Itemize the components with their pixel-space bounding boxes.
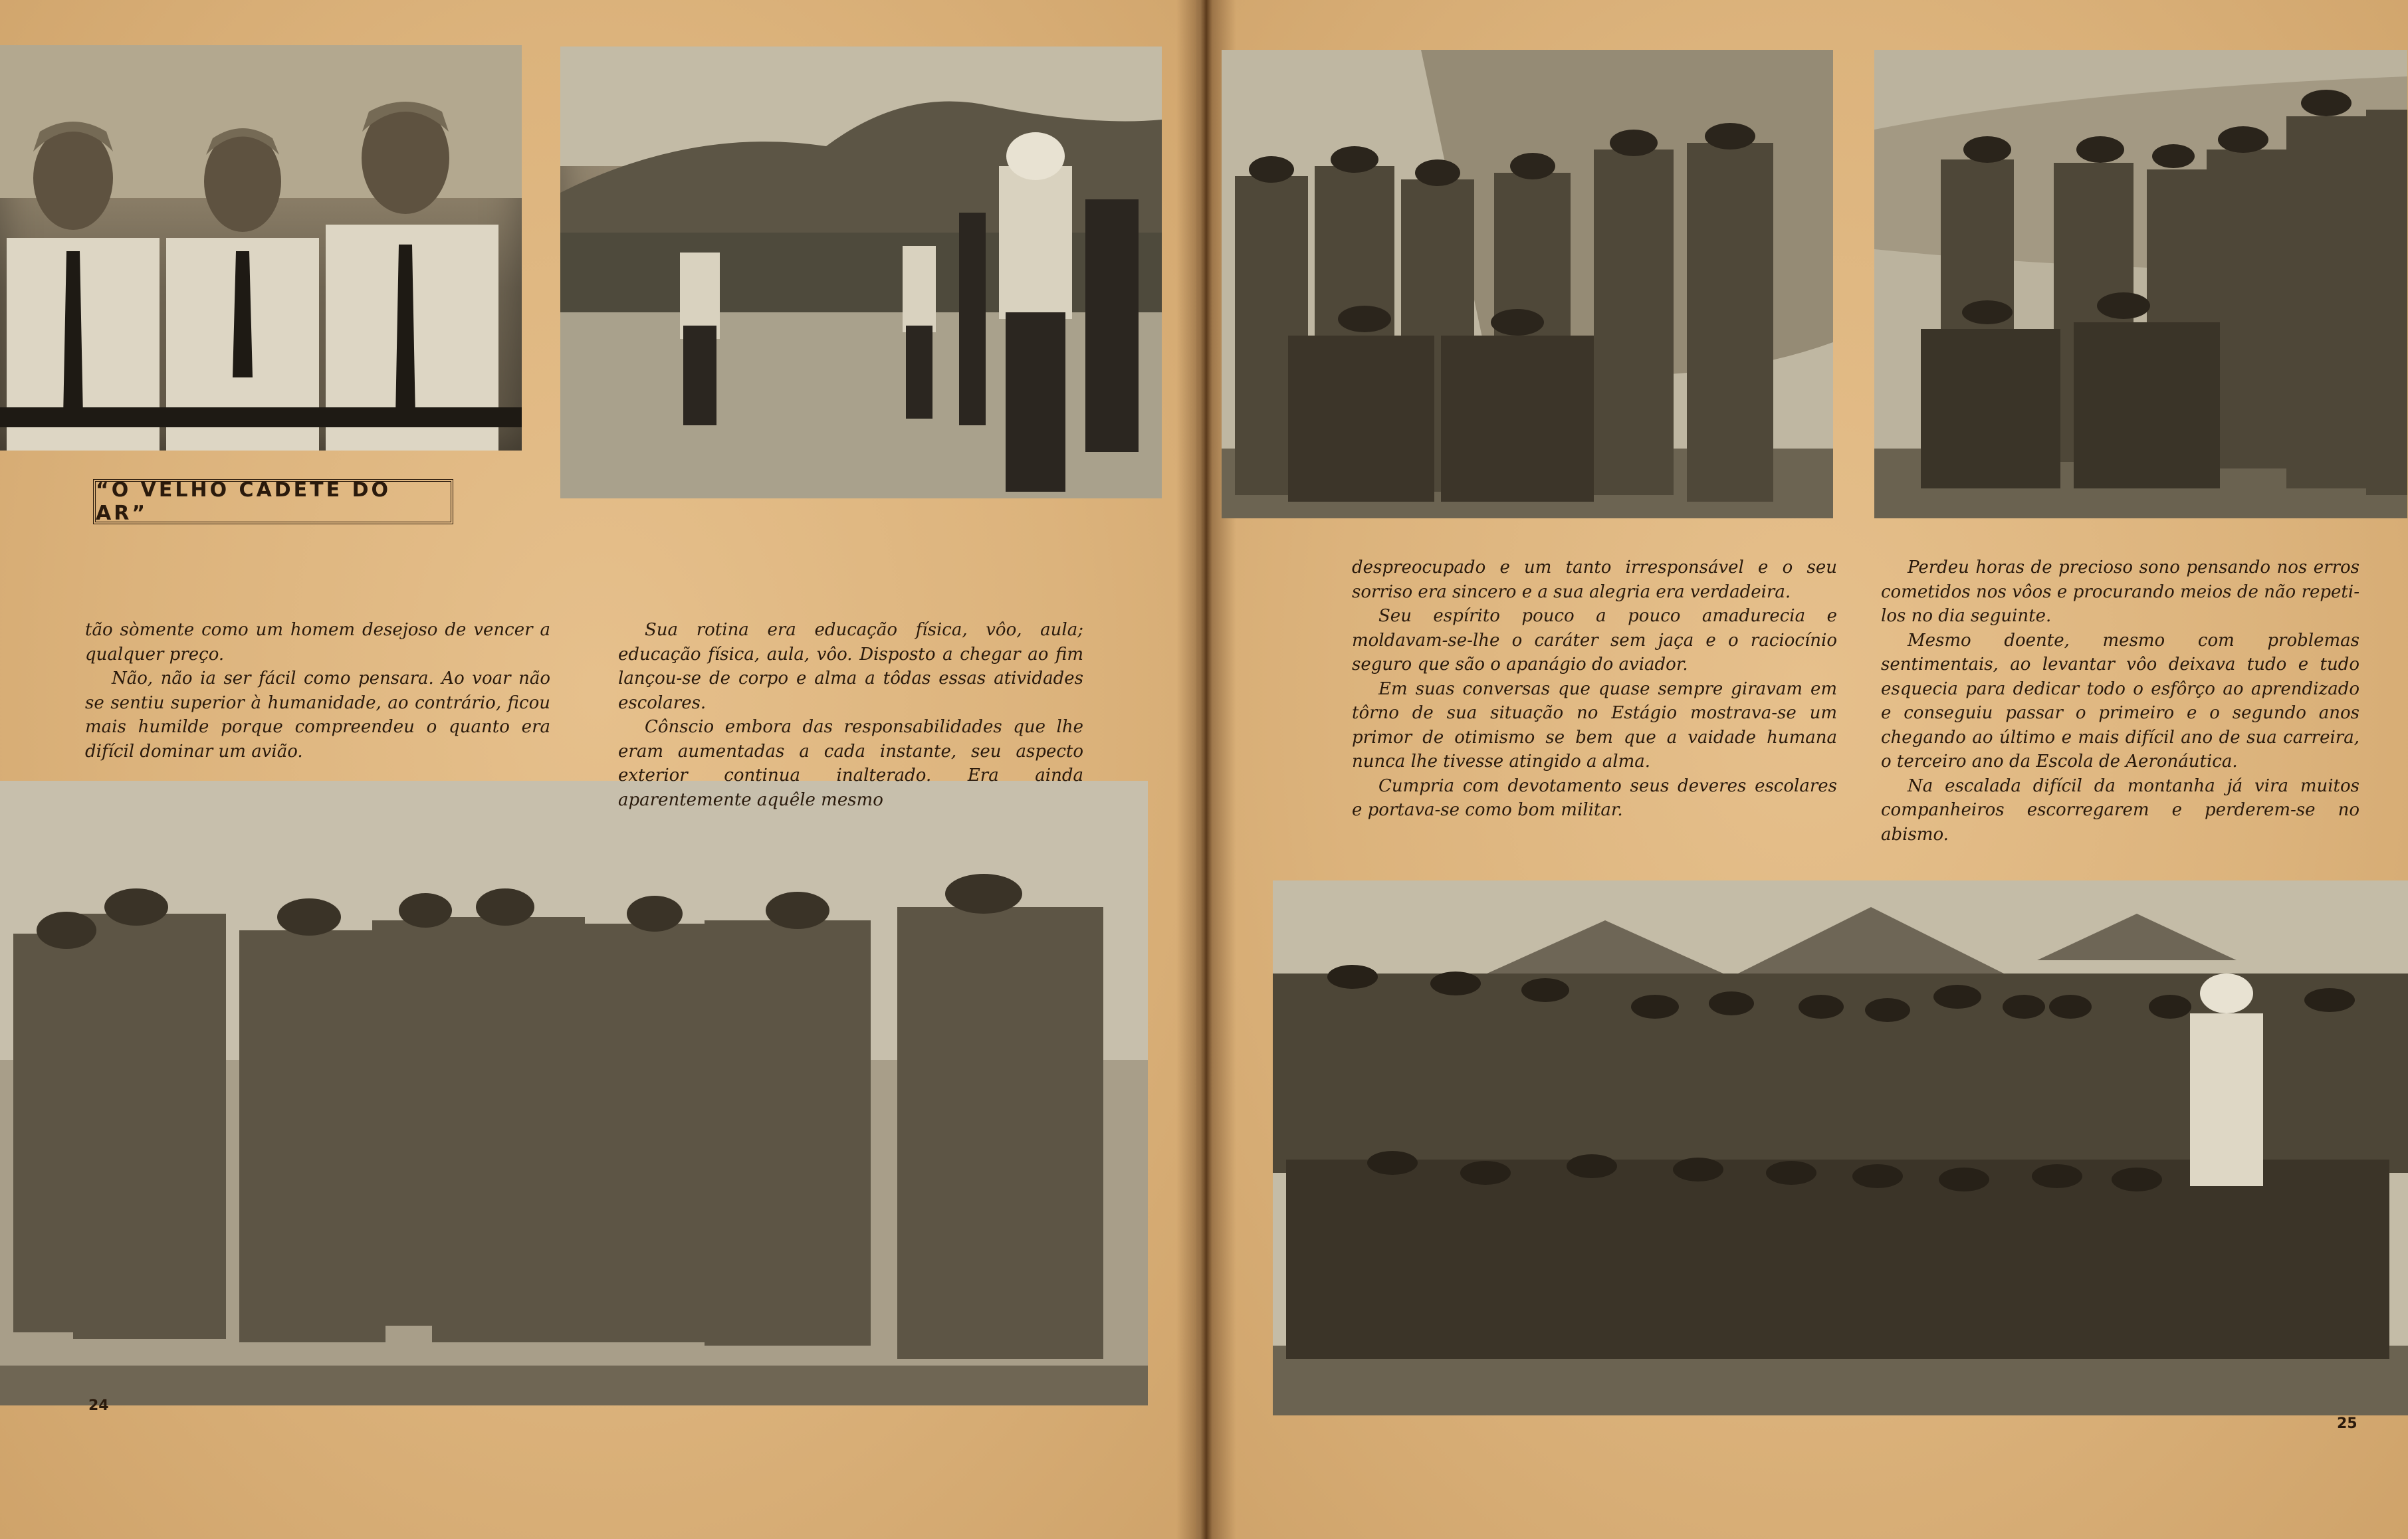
page-number-left: 24: [88, 1397, 109, 1414]
paragraph: Na escalada difícil da montanha já vira muitos companheiros escorregarem e perderem-se no abismo.: [1881, 775, 2359, 845]
paragraph: despreocupado e um tanto irresponsável e o seu sorriso era sincero e a sua alegria era verdadeira.: [1352, 558, 1837, 602]
photo-cadets-saluting-courtyard: [560, 47, 1162, 498]
paragraph: Perdeu horas de precioso sono pensando nos erros cometidos nos vôos e procurando meios de não repeti-los no dia seguinte.: [1881, 558, 2359, 626]
photo-cadet-class-group: [1273, 880, 2408, 1415]
right-text-column-2: [1881, 556, 2359, 847]
paragraph: Não, não ia ser fácil como pensara. Ao voar não se sentiu superior à humanidade, ao contrário, ficou mais humilde porque compreendeu o quanto era difícil dominar um avião.: [85, 668, 550, 762]
photo-three-cadets-closeup: [0, 45, 522, 451]
left-text-column-1: [85, 618, 550, 764]
paragraph: Sua rotina era educação física, vôo, aula; educação física, aula, vôo. Disposto a chegar ao fim lançou-se de corpo e alma a tôdas essas atividades escolares.: [618, 620, 1083, 713]
paragraph: tão sòmente como um homem desejoso de vencer a qualquer preço.: [85, 620, 550, 665]
left-text-column-2: [618, 618, 1083, 812]
paragraph: Mesmo doente, mesmo com problemas sentimentais, ao levantar vôo deixava tudo e tudo esquecia para dedicar todo o esfôrço ao aprendizado e conseguiu passar o primeiro e o segundo anos chegando ao último e mais difícil ano de sua carreira, o terceiro ano da Escola de Aeronáutica.: [1881, 630, 2359, 771]
article-title: “O VELHO CADETE DO AR”: [93, 479, 453, 524]
paragraph: Cônscio embora das responsabilidades que lhe eram aumentadas a cada instante, seu aspecto exterior continua inalterado. Era ainda aparentemente aquêle mesmo: [618, 717, 1083, 810]
photo-cadets-by-aircraft-2: [1874, 50, 2407, 518]
photo-cadets-by-aircraft-1: [1222, 50, 1833, 518]
paragraph: Cumpria com devotamento seus deveres escolares e portava-se como bom militar.: [1352, 775, 1837, 820]
page-number-right: 25: [2337, 1415, 2357, 1432]
paragraph: Em suas conversas que quase sempre giravam em tôrno de sua situação no Estágio mostrava-se um primor de otimismo se bem que a vaidade humana nunca lhe tivesse atingido a alma.: [1352, 678, 1837, 771]
photo-cadets-marching: [0, 781, 1148, 1405]
paragraph: Seu espírito pouco a pouco amadurecia e moldavam-se-lhe o caráter sem jaça e o raciocínio seguro que são o apanágio do aviador.: [1352, 606, 1837, 674]
right-text-column-1: [1352, 556, 1837, 823]
